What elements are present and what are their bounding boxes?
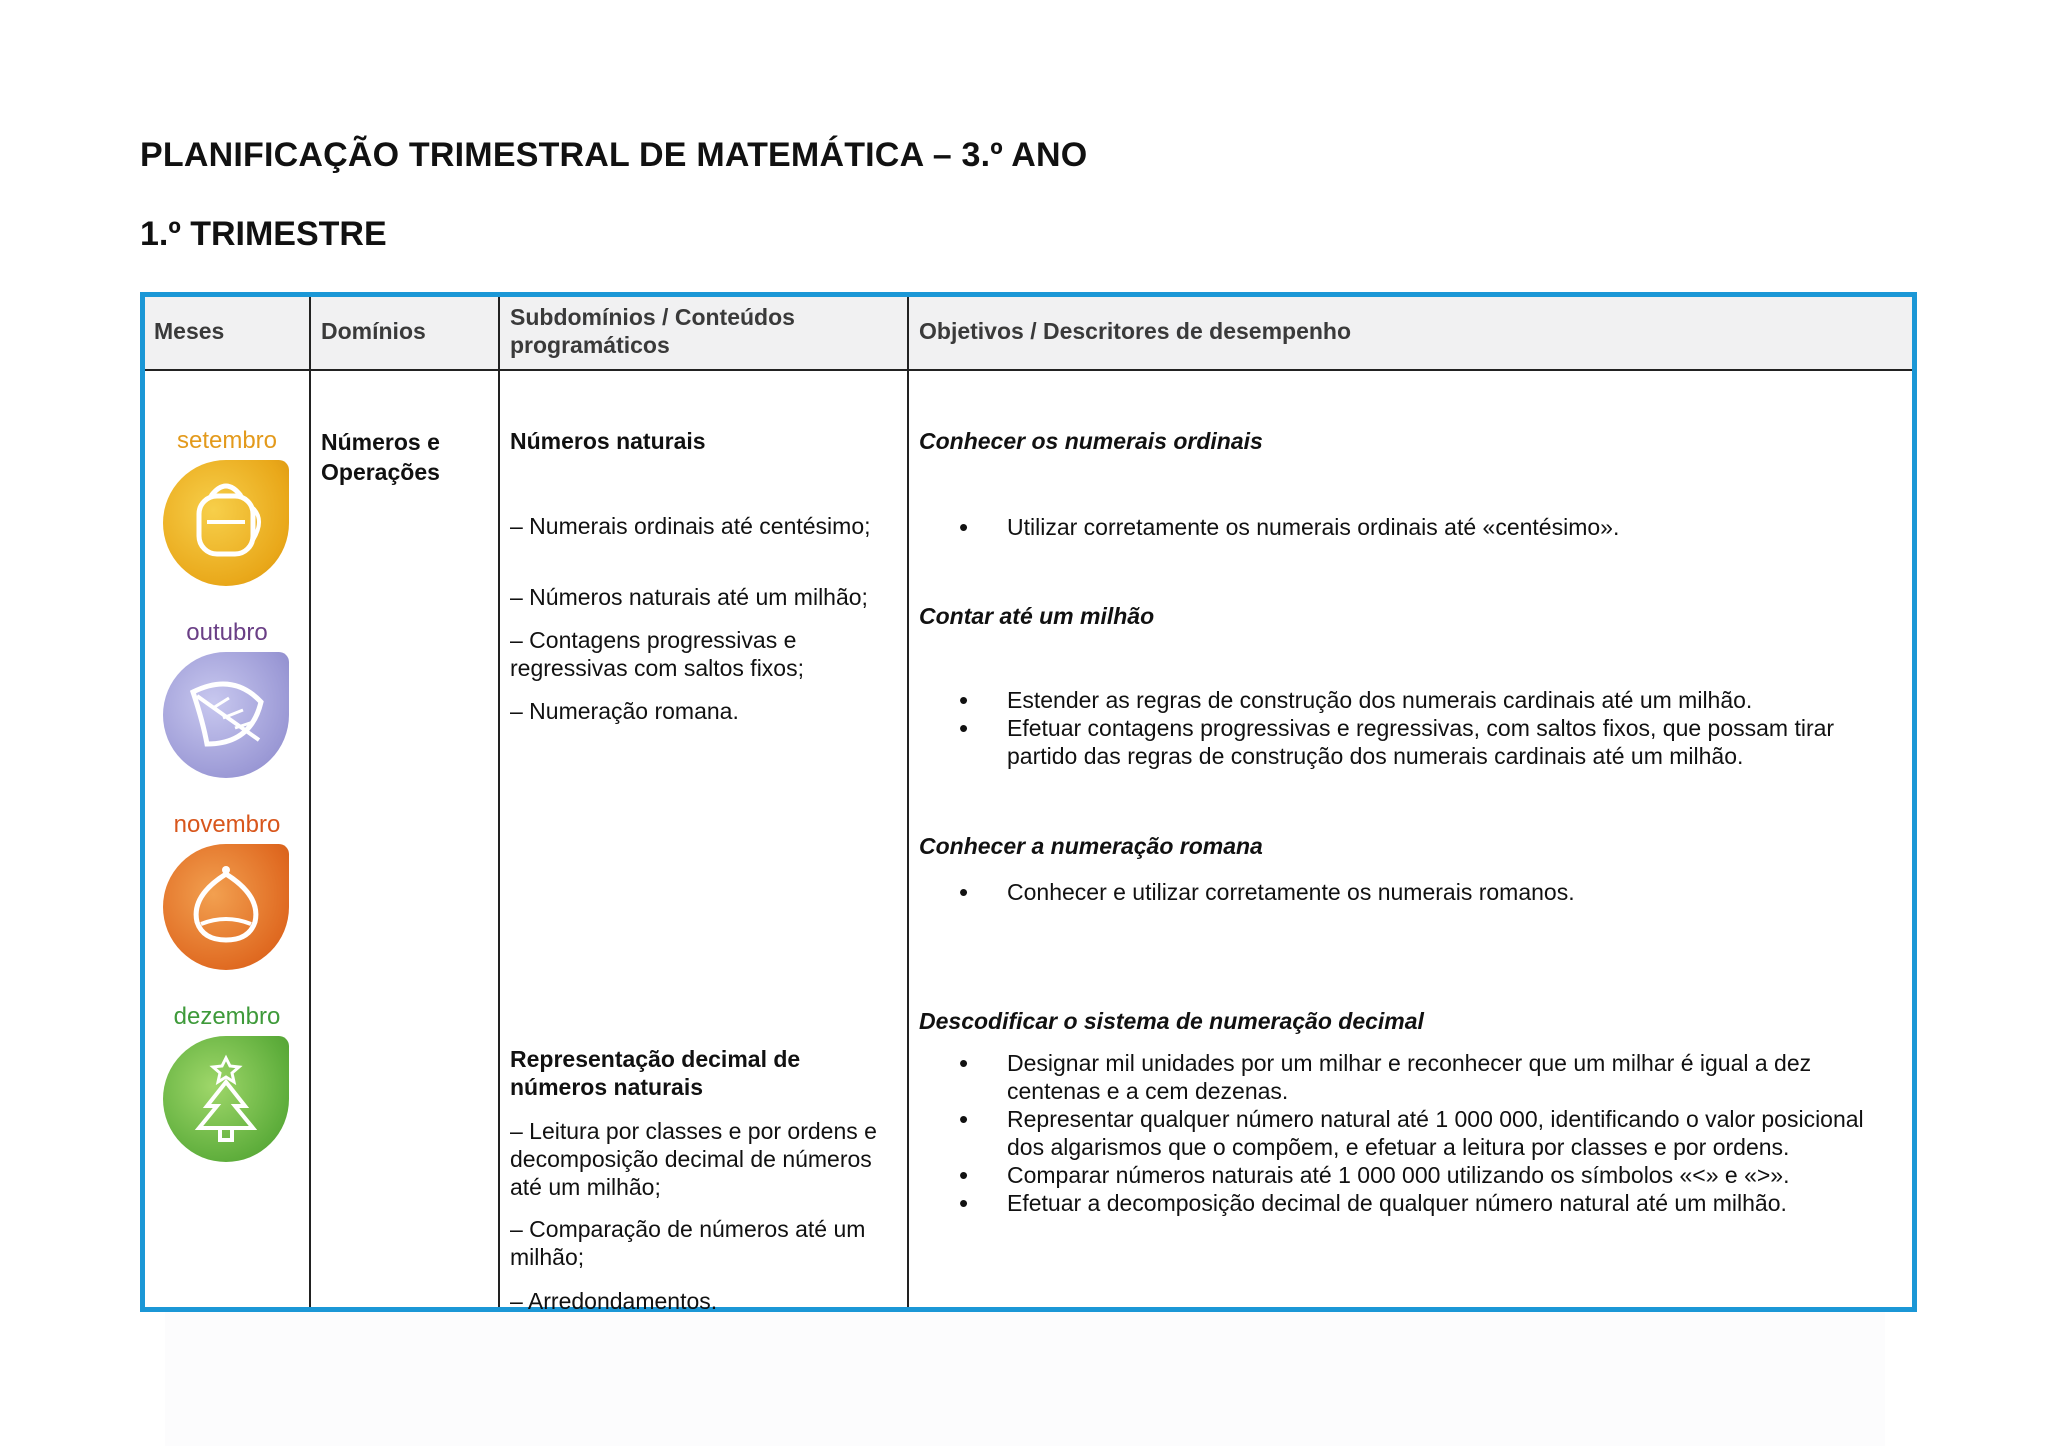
sub1-heading: Números naturais	[510, 428, 706, 454]
sub2-item: – Leitura por classes e por ordens e decomposição decimal de números até um milhão;	[510, 1118, 877, 1200]
backpack-icon	[163, 460, 289, 586]
header-objetivos: Objetivos / Descritores de desempenho	[919, 318, 1352, 344]
month-label-outubro: outubro	[186, 619, 268, 646]
month-label-dezembro: dezembro	[173, 1003, 281, 1030]
page-title: PLANIFICAÇÃO TRIMESTRAL DE MATEMÁTICA – 3.º ANO	[140, 136, 1088, 174]
sub1-item: – Contagens progressivas e regressivas com saltos fixos;	[510, 627, 804, 681]
month-label-setembro: setembro	[176, 427, 278, 454]
leaf-icon	[163, 652, 289, 778]
objective-list	[919, 878, 1879, 906]
header-dominios: Domínios	[321, 318, 426, 344]
objective-heading: Contar até um milhão	[919, 603, 1155, 629]
page-shade	[165, 1310, 1885, 1446]
sub2-item: – Arredondamentos.	[510, 1288, 718, 1314]
objective-item: • Designar mil unidades por um milhar e reconhecer que um milhar é igual a dez centenas e a cem dezenas.	[919, 1049, 1879, 1105]
sub1-item: – Números naturais até um milhão;	[510, 584, 868, 610]
header-subdominios: Subdomínios / Conteúdos programáticos	[510, 304, 795, 358]
trimester-subtitle: 1.º TRIMESTRE	[140, 215, 387, 253]
objective-item: • Conhecer e utilizar corretamente os numerais romanos.	[919, 878, 1879, 906]
objective-list	[919, 513, 1899, 541]
planning-table	[140, 292, 1917, 1312]
sub2-item: – Comparação de números até um milhão;	[510, 1216, 866, 1270]
objective-list	[919, 686, 1879, 770]
objective-item: • Estender as regras de construção dos numerais cardinais até um milhão.	[919, 686, 1879, 714]
objective-heading: Conhecer a numeração romana	[919, 833, 1263, 859]
header-meses: Meses	[154, 318, 225, 344]
sub2-heading: Representação decimal de números naturais	[510, 1046, 801, 1100]
objective-heading: Descodificar o sistema de numeração decimal	[919, 1008, 1424, 1034]
objective-item: • Comparar números naturais até 1 000 000 utilizando os símbolos «<» e «>».	[919, 1161, 1879, 1189]
column-divider	[907, 297, 909, 1307]
objective-heading: Conhecer os numerais ordinais	[919, 428, 1263, 454]
objective-list	[919, 1049, 1879, 1217]
sub1-item: – Numerais ordinais até centésimo;	[510, 513, 871, 539]
objective-item: • Utilizar corretamente os numerais ordinais até «centésimo».	[919, 513, 1899, 541]
dominio-numeros-operacoes: Números e Operações	[321, 429, 440, 485]
objective-item: • Representar qualquer número natural até 1 000 000, identificando o valor posicional dos algarismos que o compõem, e efetuar a leitura por classes e por ordens.	[919, 1105, 1879, 1161]
chestnut-icon	[163, 844, 289, 970]
column-divider	[498, 297, 500, 1307]
column-divider	[309, 297, 311, 1307]
sub1-item: – Numeração romana.	[510, 698, 739, 724]
objective-item: • Efetuar contagens progressivas e regressivas, com saltos fixos, que possam tirar partido das regras de construção dos numerais cardinais até um milhão.	[919, 714, 1879, 770]
month-label-novembro: novembro	[173, 811, 281, 838]
christmas-tree-icon	[163, 1036, 289, 1162]
objective-item: • Efetuar a decomposição decimal de qualquer número natural até um milhão.	[919, 1189, 1879, 1217]
